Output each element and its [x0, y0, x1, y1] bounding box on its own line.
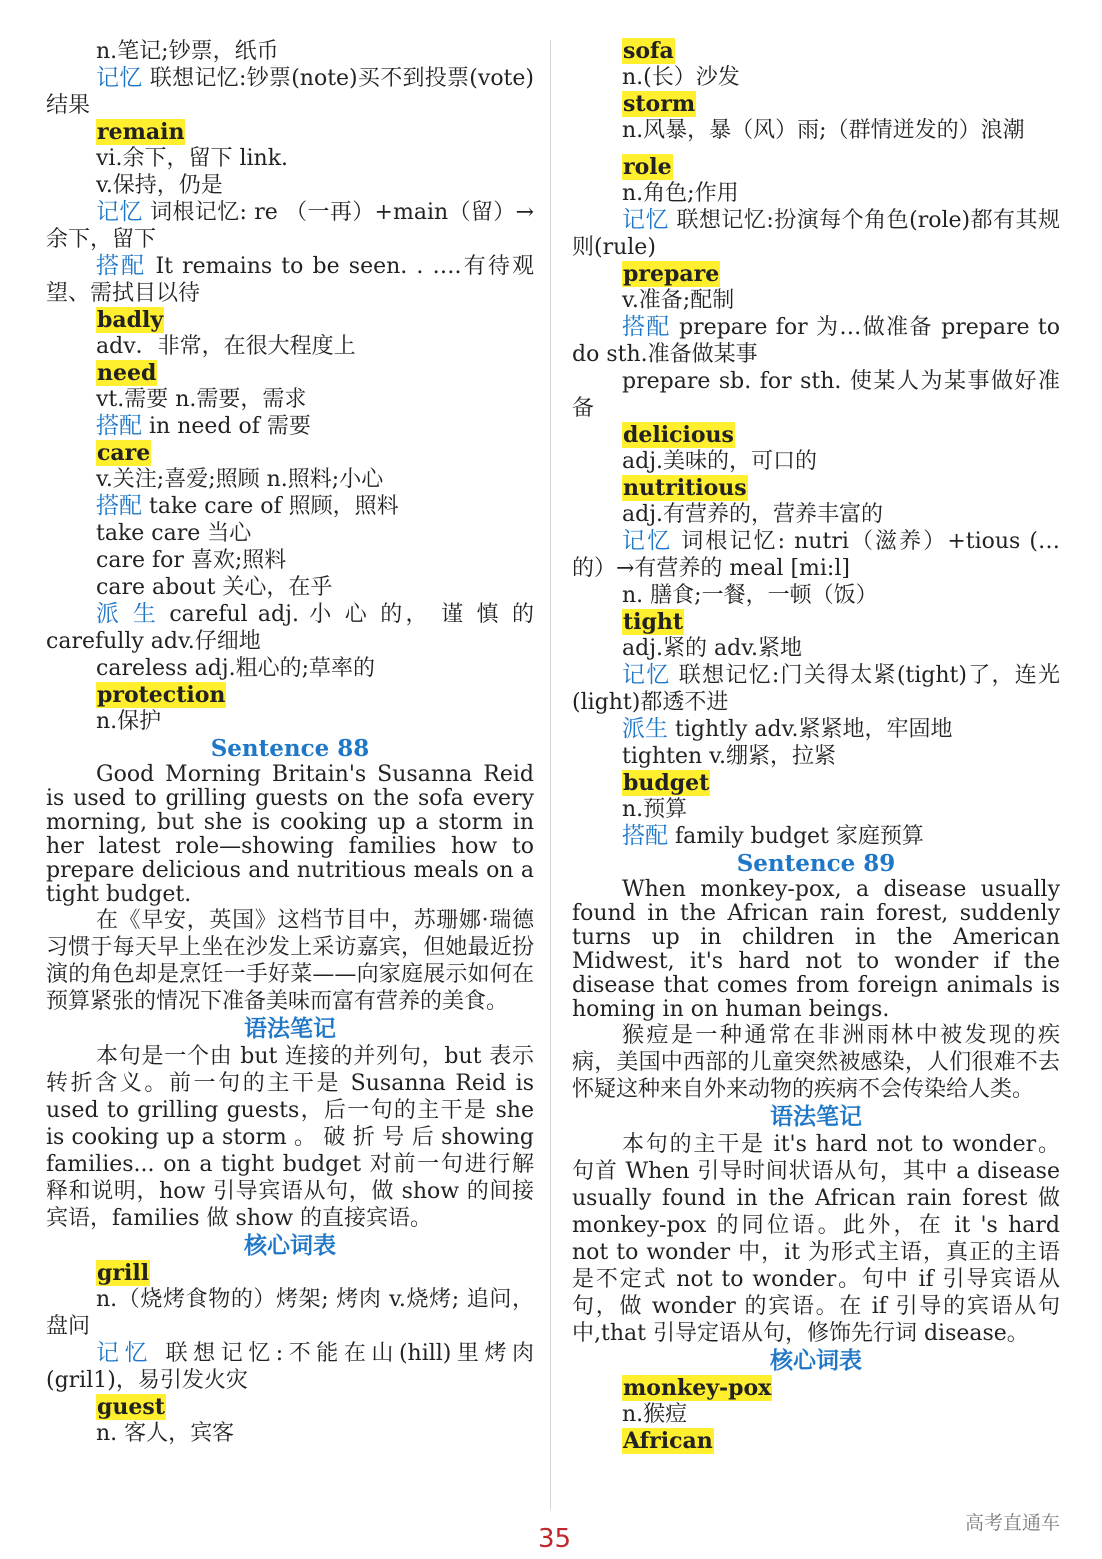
definition: n.保护: [96, 709, 162, 734]
vocab-word: tight: [623, 609, 684, 635]
definition: adj.有营养的，营养丰富的: [622, 502, 884, 527]
vocab-word: delicious: [623, 422, 734, 448]
vocab-word: badly: [97, 307, 164, 333]
phrase-tag: 搭配: [622, 823, 668, 849]
phrase-tag: 搭配: [96, 493, 142, 519]
memory-tag: 记忆: [622, 662, 671, 688]
derive-line: [46, 601, 534, 655]
memory-text: 词根记忆: re （一再）+main（留）→余下，留下: [46, 200, 535, 252]
definition: vt.需要 n.需要，需求: [96, 387, 307, 412]
phrase-line: [572, 314, 1060, 368]
grammar-title: 语法笔记: [770, 1104, 862, 1130]
sentence-title: Sentence 88: [210, 735, 370, 762]
phrase-text: family budget 家庭预算: [675, 824, 924, 849]
memory-tag: 记忆: [96, 65, 143, 91]
phrase-tag: 搭配: [96, 413, 142, 439]
memory-tag: 记忆: [622, 207, 669, 233]
phrase-tag: 搭配: [622, 314, 671, 340]
vocab-word: need: [97, 360, 157, 386]
vocab-word: budget: [623, 770, 710, 796]
definition: n. 膳食;一餐，一顿（饭）: [622, 583, 878, 608]
memory-text: 联想记忆:不能在山(hill)里烤肉(gril1)，易引发火灾: [46, 1341, 535, 1393]
phrase-text: care about 关心，在乎: [96, 575, 333, 600]
column-divider: [550, 40, 551, 1510]
sentence-english: Good Morning Britain's Susanna Reid is used to grilling guests on the sofa every morning, but she is cooking up a storm in her latest role—showing families how to prepare delicious and nutritious meals on a tight budget.: [46, 762, 534, 907]
derive-text: careless adj.粗心的;草率的: [96, 656, 376, 681]
phrase-line: [46, 493, 534, 520]
vocab-word: African: [623, 1428, 713, 1454]
vocab-word: sofa: [623, 38, 674, 64]
page-number: 35: [538, 1524, 572, 1554]
right-column: [572, 38, 1060, 1454]
phrase-text: care for 喜欢;照料: [96, 548, 287, 573]
derive-line: [572, 716, 1060, 743]
phrase-line: [46, 253, 534, 307]
definition: adj.美味的，可口的: [622, 449, 818, 474]
sentence-english: When monkey-pox, a disease usually found in the African rain forest, suddenly turns up in children in the American Midwest, it's hard not to wonder if the disease that comes from foreign animals is homing in on human beings.: [572, 877, 1060, 1022]
grammar-note: 本句是一个由 but 连接的并列句，but 表示转折含义。前一句的主干是 Susanna Reid is used to grilling guests，后一句的主干是 she is cooking up a storm 。 破 折 号 后 showing families... on a tight budget 对前一句进行解释和说明，how 引导宾语从句，做 show 的间接宾语，families 做 show 的直接宾语。: [46, 1044, 534, 1231]
definition: n.预算: [622, 797, 688, 822]
definition: n. 客人，宾客: [96, 1421, 235, 1446]
vocab-title: 核心词表: [244, 1233, 336, 1259]
derive-text: careful adj. 小 心 的， 谨 慎 的 carefully adv.仔细地: [46, 602, 535, 654]
vocab-word: nutritious: [623, 475, 747, 501]
phrase-text: take care 当心: [96, 521, 252, 546]
vocab-word: monkey-pox: [623, 1375, 772, 1401]
definition: n.角色;作用: [622, 181, 739, 206]
definition: v.保持，仍是: [96, 173, 223, 198]
derive-tag: 派生: [622, 716, 668, 742]
watermark: 高考直通车: [965, 1512, 1061, 1534]
definition: n.风暴，暴（风）雨;（群情迸发的）浪潮: [622, 118, 1025, 143]
memory-text: 词根记忆: nutri（滋养）+tious (…的）→有营养的 meal [mi:l]: [572, 529, 1061, 581]
phrase-text: prepare sb. for sth. 使某人为某事做好准备: [572, 369, 1060, 421]
derive-tag: 派 生: [96, 601, 160, 627]
sentence-title: Sentence 89: [736, 850, 896, 877]
derive-text: tightly adv.紧紧地，牢固地: [675, 717, 953, 742]
left-column: [46, 38, 534, 1447]
memory-text: 联想记忆:扮演每个角色(role)都有其规则(rule): [572, 208, 1061, 260]
definition: n.笔记;钞票，纸币: [96, 39, 279, 64]
memory-tag: 记忆: [622, 528, 673, 554]
vocab-word: role: [623, 154, 672, 180]
memory-line: [572, 207, 1060, 261]
memory-line: [572, 528, 1060, 582]
definition: vi.余下，留下 link.: [96, 146, 289, 171]
definition: n.(长）沙发: [622, 65, 740, 90]
vocab-word: guest: [97, 1394, 165, 1420]
vocab-word: prepare: [623, 261, 720, 287]
memory-line: [46, 1340, 534, 1394]
phrase-line: [46, 413, 534, 440]
definition: n.（烧烤食物的）烤架; 烤肉 v.烧烤; 追问，盘问: [46, 1287, 534, 1339]
memory-text: 联想记忆:钞票(note)买不到投票(vote)结果: [46, 66, 535, 118]
grammar-note: 本句的主干是 it's hard not to wonder。句首 When 引导时间状语从句，其中 a disease usually found in the African rain forest 做 monkey-pox 的同位语。此外，在 it 's hard not to wonder 中，it 为形式主语，真正的主语是不定式 not to wonder。句中 if 引导宾语从句，做 wonder 的宾语。在 if 引导的宾语从句中,that 引导定语从句，修饰先行词 disease。: [572, 1132, 1060, 1346]
definition: v.关注;喜爱;照顾 n.照料;小心: [96, 467, 384, 492]
phrase-text: take care of 照顾，照料: [149, 494, 399, 519]
memory-tag: 记忆: [96, 1340, 154, 1366]
vocab-word: remain: [97, 119, 185, 145]
phrase-text: in need of 需要: [149, 414, 311, 439]
definition: adj.紧的 adv.紧地: [622, 636, 803, 661]
vocab-word: grill: [97, 1260, 150, 1286]
definition: n.猴痘: [622, 1402, 688, 1427]
vocab-word: protection: [97, 682, 226, 708]
memory-line: [572, 662, 1060, 716]
phrase-line: [572, 823, 1060, 850]
memory-line: [46, 199, 534, 253]
derive-text: tighten v.绷紧，拉紧: [622, 744, 836, 769]
definition: adv．非常，在很大程度上: [96, 334, 356, 359]
grammar-title: 语法笔记: [244, 1016, 336, 1042]
vocab-word: storm: [623, 91, 696, 117]
phrase-text: prepare for 为…做准备 prepare to do sth.准备做某事: [572, 315, 1060, 367]
memory-text: 联想记忆:门关得太紧(tight)了，连光(light)都透不进: [572, 663, 1061, 715]
sentence-translation: 猴痘是一种通常在非洲雨林中被发现的疾病，美国中西部的儿童突然被感染，人们很难不去怀疑这种来自外来动物的疾病不会传染给人类。: [572, 1023, 1060, 1102]
memory-tag: 记忆: [96, 199, 143, 225]
phrase-text: It remains to be seen. . ….有待观望、需拭目以待: [46, 254, 535, 306]
phrase-tag: 搭配: [96, 253, 147, 279]
memory-line: [46, 65, 534, 119]
definition: v.准备;配制: [622, 288, 735, 313]
vocab-word: care: [97, 440, 151, 466]
sentence-translation: 在《早安，英国》这档节目中，苏珊娜·瑞德习惯于每天早上坐在沙发上采访嘉宾，但她最近扮演的角色却是烹饪一手好菜——向家庭展示如何在预算紧张的情况下准备美味而富有营养的美食。: [46, 908, 534, 1014]
vocab-title: 核心词表: [770, 1348, 862, 1374]
